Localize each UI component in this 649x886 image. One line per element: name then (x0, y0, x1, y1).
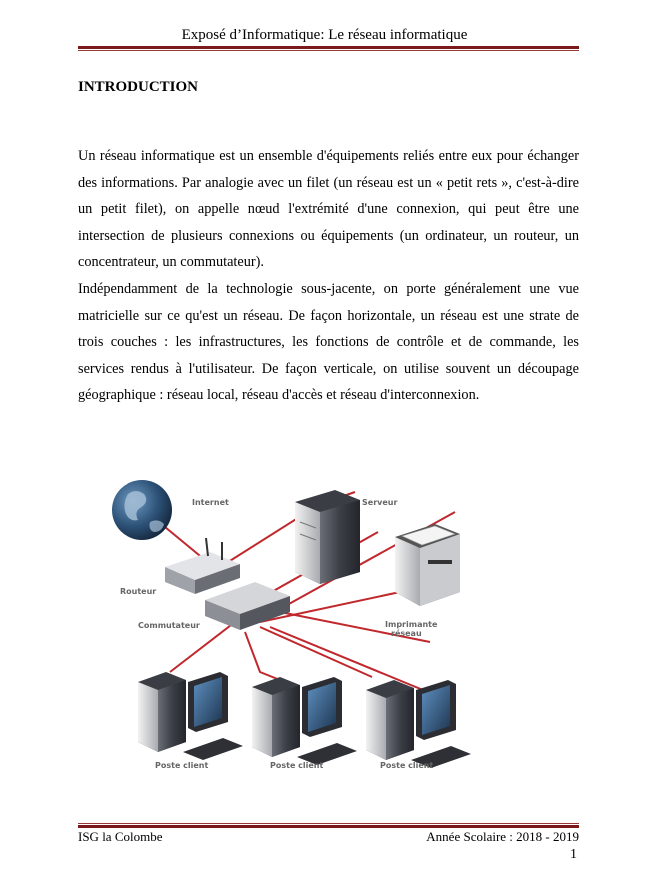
label-imprimante-line2: réseau (391, 629, 422, 638)
internet-globe-icon (112, 480, 172, 540)
footer-school-year: Année Scolaire : 2018 - 2019 (426, 829, 579, 844)
label-poste-2: Poste client (270, 761, 324, 770)
label-routeur: Routeur (120, 587, 157, 596)
header-rule-thin (78, 50, 579, 51)
client-pc-3-icon (366, 680, 471, 768)
paragraph-1: Un réseau informatique est un ensemble d'équipements reliés entre eux pour échanger des informations. Par analogie avec un filet (un réseau est un « petit rets », c'est-à-dire un petit filet), on appelle nœud l'extrémité d'une connexion, qui peut être une intersection de plusieurs connexions ou équipements (un ordinateur, un routeur, un concentrateur, un commutateur). (78, 148, 579, 271)
label-internet: Internet (192, 498, 229, 507)
network-diagram (110, 472, 475, 777)
label-poste-3: Poste client (380, 761, 434, 770)
label-imprimante-line1: Imprimante (385, 620, 438, 629)
printer-icon (395, 524, 460, 606)
footer-rule-thin (78, 823, 579, 824)
page-header-title: Exposé d’Informatique: Le réseau informatique (181, 27, 468, 43)
label-commutateur: Commutateur (138, 621, 200, 630)
body-text (78, 143, 579, 409)
router-icon (165, 538, 240, 594)
label-poste-1: Poste client (155, 761, 209, 770)
footer-rule-thick (78, 825, 579, 828)
client-pc-1-icon (138, 672, 243, 760)
page-number: 1 (570, 847, 577, 862)
client-pc-2-icon (252, 677, 357, 765)
footer-school-name: ISG la Colombe (78, 829, 163, 844)
network-diagram-figure (110, 472, 475, 777)
section-title: INTRODUCTION (78, 79, 199, 95)
server-icon (295, 490, 360, 584)
label-serveur: Serveur (362, 498, 398, 507)
header-rule-thick (78, 46, 579, 49)
paragraph-2: Indépendamment de la technologie sous-jacente, on porte généralement une vue matricielle sur ce qu'est un réseau. De façon horizontale, un réseau est une strate de trois couches : les infrastructures, les fonctions de contrôle et de commande, les services rendus à l'utilisateur. De façon verticale, on utilise souvent un découpage géographique : réseau local, réseau d'accès et réseau d'interconnexion. (78, 280, 579, 404)
